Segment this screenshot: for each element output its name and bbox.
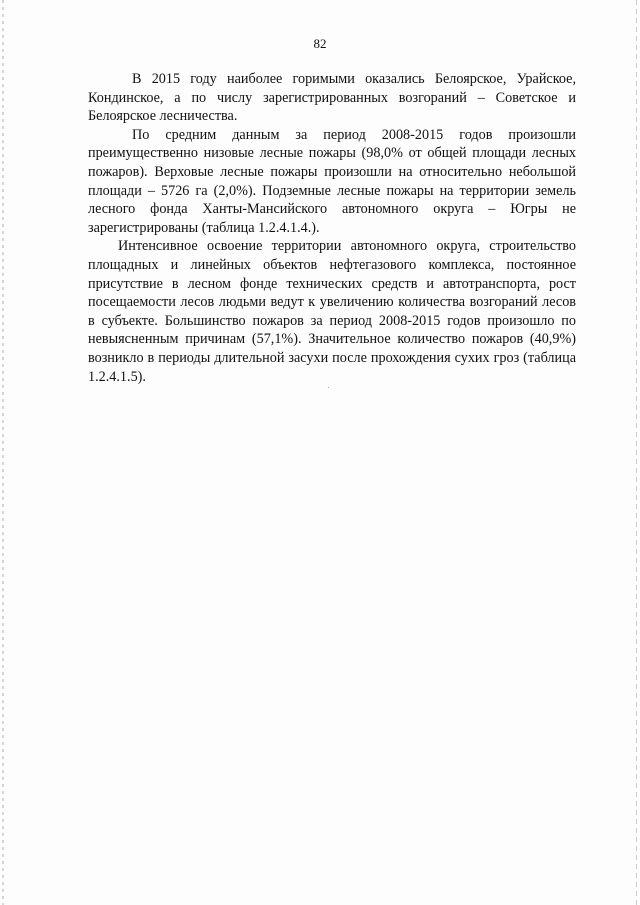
scan-edge-right — [636, 0, 637, 905]
paragraph-2: По средним данным за период 2008-2015 годов произошли преимущественно низовые лесные пожары (98,0% от общей площади лесных пожаров). Верховые лесные пожары произошли на относительно небольшой площади – 5726 га (2,0%). Подземные лесные пожары на территории земель лесного фонда Ханты-Мансийского автономного округа – Югры не зарегистрированы (таблица 1.2.4.1.4.). — [88, 126, 576, 236]
scan-speck — [328, 387, 329, 388]
paragraph-1: В 2015 году наиболее горимыми оказались Белоярское, Урайское, Кондинское, а по числу зарегистрированных возгораний – Советское и Белоярское лесничества. — [88, 71, 576, 125]
scan-edge-left — [2, 0, 4, 905]
page-number: 82 — [313, 36, 327, 51]
paragraph-3: Интенсивное освоение территории автономного округа, строительство площадных и линейных объектов нефтегазового комплекса, постоянное присутствие в лесном фонде технических средств и автотранспорта, рост посещаемости лесов людьми ведут к увеличению количества возгораний лесов в субъекте. Большинство пожаров за период 2008-2015 годов произошло по невыясненным причинам (57,1%). Значительное количество пожаров (40,9%) возникло в периоды длительной засухи после прохождения сухих гроз (таблица 1.2.4.1.5). — [88, 238, 576, 385]
body-text — [88, 70, 576, 386]
